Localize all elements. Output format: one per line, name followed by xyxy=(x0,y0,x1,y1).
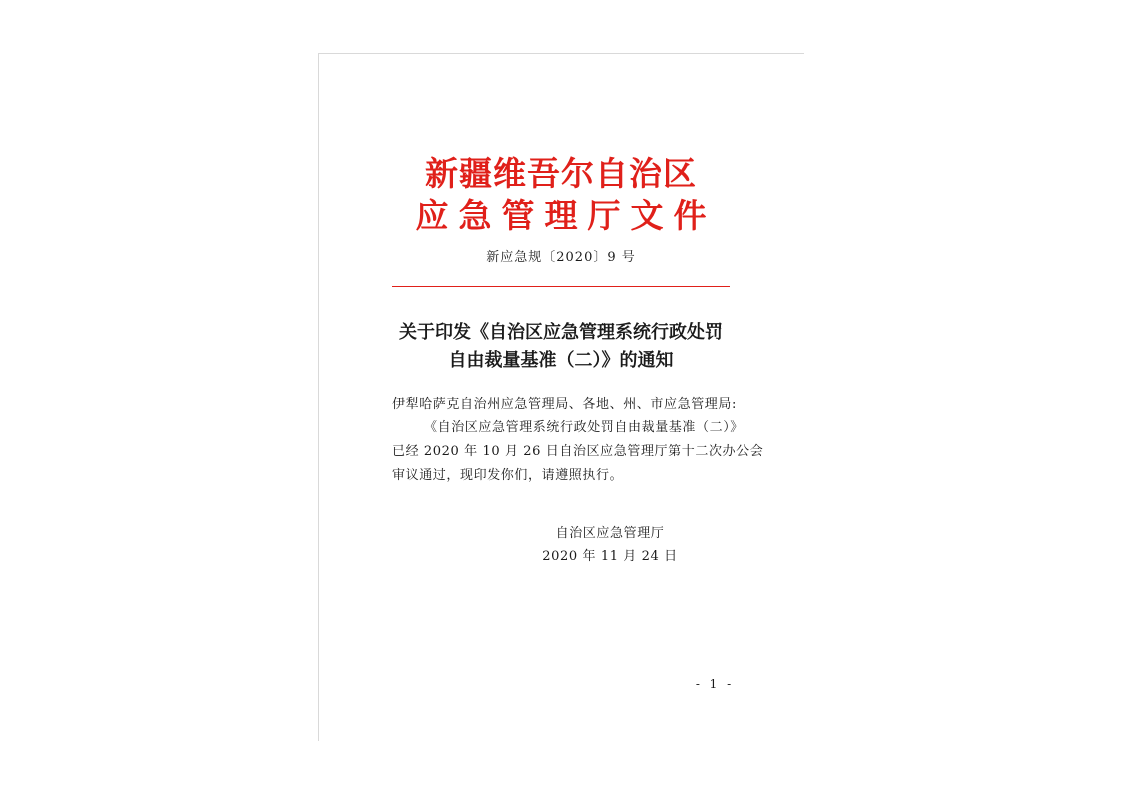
document-number: 新应急规〔2020〕9 号 xyxy=(486,250,636,265)
red-separator-line xyxy=(392,286,730,287)
body-line-3: 审议通过，现印发你们，请遵照执行。 xyxy=(392,468,624,483)
page-number: - 1 - xyxy=(695,677,735,691)
signature-date: 2020 年 11 月 24 日 xyxy=(542,549,678,564)
body-line-1: 《自治区应急管理系统行政处罚自由裁量基准（二）》 xyxy=(424,420,744,435)
document-title-line1: 关于印发《自治区应急管理系统行政处罚 xyxy=(399,322,723,343)
page-left-edge xyxy=(318,53,319,741)
issuer-name-line2: 应急管理厅文件 xyxy=(415,196,717,235)
page-top-edge xyxy=(318,53,804,54)
salutation: 伊犁哈萨克自治州应急管理局、各地、州、市应急管理局: xyxy=(392,397,737,412)
body-line-2: 已经 2020 年 10 月 26 日自治区应急管理厅第十二次办公会 xyxy=(392,444,764,459)
document-title-line2: 自由裁量基准（二）》的通知 xyxy=(448,350,674,371)
signature-organization: 自治区应急管理厅 xyxy=(555,526,665,541)
issuer-name-line1: 新疆维吾尔自治区 xyxy=(425,154,697,193)
